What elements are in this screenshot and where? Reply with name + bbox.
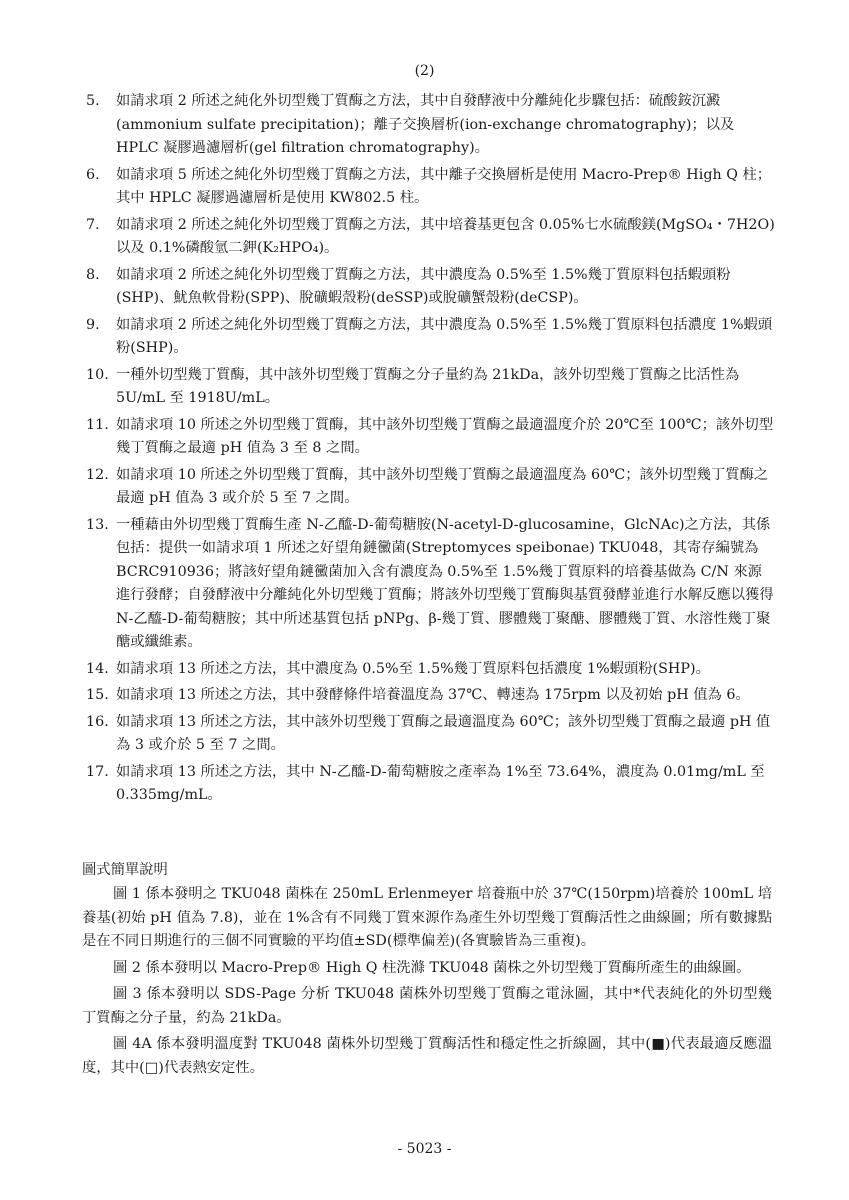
claim-number: 7. [86, 216, 100, 233]
claim-number: 13. [86, 516, 109, 533]
figure-description: 圖 2 係本發明以 Macro-Prep® High Q 柱洗滌 TKU048 菌株之外切型幾丁質酶所產生的曲線圖。 [113, 959, 751, 976]
claim-item [86, 684, 776, 708]
claim-item [86, 214, 776, 261]
claim-item [86, 514, 776, 655]
claim-number: 14. [86, 660, 109, 677]
claim-item [86, 464, 776, 511]
claim-number: 12. [86, 466, 109, 483]
claim-item [86, 314, 776, 361]
figure-description: 圖 1 係本發明之 TKU048 菌株在 250mL Erlenmeyer 培養瓶中於 37℃(150rpm)培養於 100mL 培養基(初始 pH 值為 7.8)，並在 1%含有不同幾丁質來源作為產生外切型幾丁質酶活性之曲線圖；所有數據點是在不同日期進行的三個不同實驗的平均值±SD(標準偏差)(各實驗皆為三重複)。 [82, 886, 772, 949]
claim-text: 如請求項 13 所述之方法，其中 N-乙醯-D-葡萄糖胺之產率為 1%至 73.64%，濃度為 0.01mg/mL 至 0.335mg/mL。 [116, 763, 765, 803]
claim-text: 一種外切型幾丁質酶，其中該外切型幾丁質酶之分子量約為 21kDa，該外切型幾丁質酶之比活性為 5U/mL 至 1918U/mL。 [116, 366, 740, 406]
claim-number: 9. [86, 316, 100, 333]
figure-description: 圖 3 係本發明以 SDS-Page 分析 TKU048 菌株外切型幾丁質酶之電泳圖，其中*代表純化的外切型幾丁質酶之分子量，約為 21kDa。 [82, 986, 772, 1026]
claim-item [86, 414, 776, 461]
claim-text: 如請求項 10 所述之外切型幾丁質酶，其中該外切型幾丁質酶之最適溫度為 60℃；該外切型幾丁質酶之最適 pH 值為 3 或介於 5 至 7 之間。 [116, 466, 769, 506]
page-header: (2) [414, 63, 435, 79]
claim-number: 10. [86, 366, 109, 383]
claim-text: 如請求項 13 所述之方法，其中該外切型幾丁質酶之最適溫度為 60℃；該外切型幾丁質酶之最適 pH 值為 3 或介於 5 至 7 之間。 [116, 713, 771, 753]
claim-item [86, 164, 776, 211]
claim-item [86, 711, 776, 758]
claim-text: 如請求項 2 所述之純化外切型幾丁質酶之方法，其中自發酵液中分離純化步驟包括：硫酸銨沉澱(ammonium sulfate precipitation)；離子交換層析(ion-exchange chromatography)；以及 HPLC 凝膠過濾層析(gel filtration chromatography)。 [116, 93, 735, 156]
claims-list [86, 90, 776, 811]
claim-text: 如請求項 2 所述之純化外切型幾丁質酶之方法，其中濃度為 0.5%至 1.5%幾丁質原料包括濃度 1%蝦頭粉(SHP)。 [116, 316, 773, 356]
claim-number: 6. [86, 166, 100, 183]
claim-number: 15. [86, 687, 109, 703]
claim-text: 如請求項 10 所述之外切型幾丁質酶，其中該外切型幾丁質酶之最適溫度介於 20℃至 100℃；該外切型幾丁質酶之最適 pH 值為 3 至 8 之間。 [116, 416, 774, 456]
page-number: - 5023 - [397, 1141, 452, 1157]
section-heading: 圖式簡單說明 [82, 862, 168, 878]
claim-number: 16. [86, 713, 109, 730]
claim-number: 8. [86, 266, 100, 283]
claim-item [86, 658, 776, 682]
claim-number: 11. [86, 416, 109, 433]
claim-item [86, 364, 776, 411]
claim-text: 如請求項 2 所述之純化外切型幾丁質酶之方法，其中濃度為 0.5%至 1.5%幾丁質原料包括蝦頭粉(SHP)、魷魚軟骨粉(SPP)、脫礦蝦殼粉(deSSP)或脫礦蟹殼粉(deCSP)。 [116, 266, 731, 306]
claim-item [86, 90, 776, 161]
figure-descriptions [82, 883, 772, 1083]
claim-text: 如請求項 2 所述之純化外切型幾丁質酶之方法，其中培養基更包含 0.05%七水硫酸鎂(MgSO₄・7H2O)以及 0.1%磷酸氫二鉀(K₂HPO₄)。 [116, 216, 775, 256]
claim-text: 一種藉由外切型幾丁質酶生產 N-乙醯-D-葡萄糖胺(N-acetyl-D-glucosamine，GlcNAc)之方法，其係包括：提供一如請求項 1 所述之好望角鏈黴菌(Streptomyces speibonae) TKU048，其寄存編號為 BCRC910936；將該好望角鏈黴菌加入含有濃度為 0.5%至 1.5%幾丁質原料的培養基做為 C/N 來源進行發酵；自發酵液中分離純化外切型幾丁質酶；將該外切型幾丁質酶與基質發酵並進行水解反應以獲得 N-乙醯-D-葡萄糖胺；其中所述基質包括 pNPg、β-幾丁質、膠體幾丁聚醣、膠體幾丁質、水溶性幾丁聚醣或纖維素。 [116, 516, 774, 650]
claim-text: 如請求項 5 所述之純化外切型幾丁質酶之方法，其中離子交換層析是使用 Macro-Prep® High Q 柱；其中 HPLC 凝膠過濾層析是使用 KW802.5 柱。 [116, 166, 772, 206]
claim-item [86, 761, 776, 808]
claim-text: 如請求項 13 所述之方法，其中發酵條件培養溫度為 37℃、轉速為 175rpm 以及初始 pH 值為 6。 [116, 687, 750, 703]
claim-item [86, 264, 776, 311]
figure-description: 圖 4A 係本發明溫度對 TKU048 菌株外切型幾丁質酶活性和穩定性之折線圖，其中(■)代表最適反應溫度，其中(□)代表熱安定性。 [82, 1036, 772, 1076]
claim-number: 17. [86, 763, 109, 780]
claim-text: 如請求項 13 所述之方法，其中濃度為 0.5%至 1.5%幾丁質原料包括濃度 1%蝦頭粉(SHP)。 [116, 660, 710, 677]
claim-number: 5. [86, 93, 100, 109]
